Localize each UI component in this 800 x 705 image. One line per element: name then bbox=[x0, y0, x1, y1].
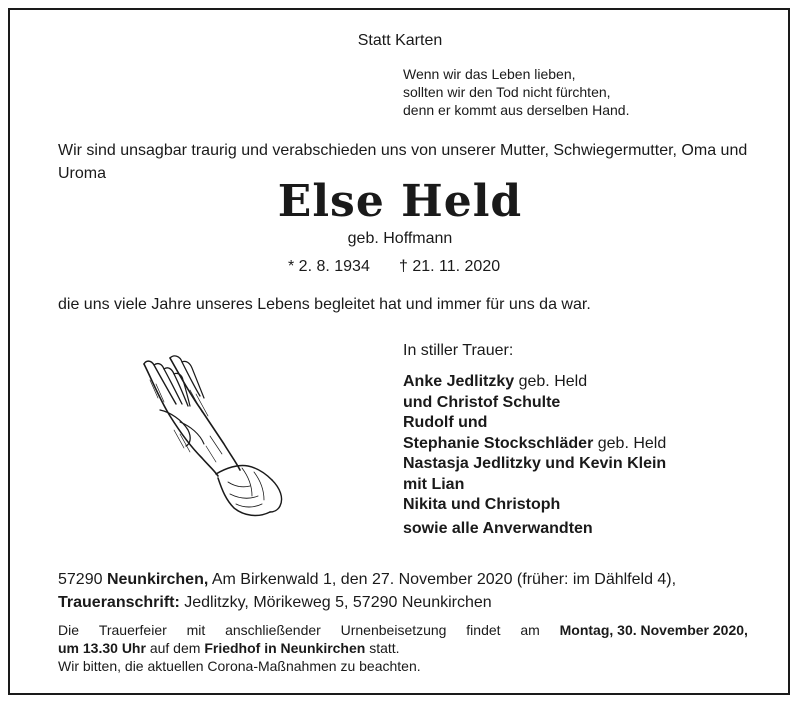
notice-line bbox=[58, 639, 748, 657]
born-name: geb. Hoffmann bbox=[347, 230, 453, 247]
mourner-row bbox=[403, 413, 666, 434]
mourner-note: geb. Held bbox=[514, 373, 588, 390]
notice-text: auf dem bbox=[145, 640, 205, 656]
ceremony-date: Montag, 30. November 2020, bbox=[559, 622, 748, 638]
ceremony-place: Friedhof in Neunkirchen bbox=[204, 640, 366, 656]
mourner-row bbox=[403, 434, 666, 455]
verse bbox=[403, 65, 629, 119]
death-date: † 21. 11. 2020 bbox=[399, 258, 501, 275]
notice-text: statt. bbox=[365, 640, 400, 656]
mourner-row bbox=[403, 475, 666, 496]
mourner-name: sowie alle Anverwandten bbox=[403, 519, 593, 537]
praying-hands-icon bbox=[130, 350, 290, 525]
address-line bbox=[58, 568, 676, 591]
notice-line: Wir bitten, die aktuellen Corona-Maßnahmen zu beachten. bbox=[58, 658, 421, 674]
verse-line: denn er kommt aus derselben Hand. bbox=[403, 102, 630, 118]
mourner-row bbox=[403, 495, 666, 516]
notice-word: Trauerfeier bbox=[98, 622, 167, 638]
ceremony-time: um 13.30 Uhr bbox=[58, 640, 146, 656]
notice-word: anschließender bbox=[225, 622, 321, 638]
mourner-name: Nastasja Jedlitzky und Kevin Klein bbox=[403, 455, 667, 472]
verse-line: sollten wir den Tod nicht fürchten, bbox=[403, 84, 611, 100]
mourner-row bbox=[403, 519, 666, 540]
town: Neunkirchen, bbox=[106, 571, 209, 588]
mourner-name: mit Lian bbox=[403, 475, 465, 493]
mourner-row bbox=[403, 393, 666, 414]
notice-word: findet bbox=[466, 622, 501, 638]
mourner-name: Nikita und Christoph bbox=[403, 496, 561, 513]
ceremony-notice bbox=[58, 621, 748, 675]
mourner-name: Stephanie Stockschläder bbox=[403, 434, 594, 452]
notice-line bbox=[58, 621, 748, 639]
birth-date: * 2. 8. 1934 bbox=[288, 258, 370, 275]
tribute-text: die uns viele Jahre unseres Lebens begleitet hat und immer für uns da war. bbox=[58, 296, 591, 313]
mourner-row bbox=[403, 372, 666, 393]
address-line bbox=[58, 591, 676, 614]
notice-word: Die bbox=[58, 622, 80, 638]
notice-word: am bbox=[520, 622, 540, 638]
deceased-name: Else Held bbox=[277, 176, 523, 227]
mourning-heading: In stiller Trauer: bbox=[403, 342, 514, 359]
mourner-row bbox=[403, 454, 666, 475]
postal-code: 57290 bbox=[58, 571, 107, 588]
mourner-note: geb. Held bbox=[593, 434, 667, 452]
mourning-address: Jedlitzky, Mörikeweg 5, 57290 Neunkirchen bbox=[179, 594, 492, 611]
mourning-address-label: Traueranschrift: bbox=[58, 594, 180, 611]
intro-text: Wir sind unsagbar traurig und verabschieden uns von unserer Mutter, Schwiegermutter, Oma und Uroma bbox=[58, 142, 748, 182]
address-detail: Am Birkenwald 1, den 27. November 2020 (früher: im Dählfeld 4), bbox=[208, 571, 677, 588]
mourner-name: und Christof Schulte bbox=[403, 393, 561, 411]
notice-word: Urnenbeisetzung bbox=[340, 622, 447, 638]
mourner-name: Rudolf und bbox=[403, 414, 488, 431]
verse-line: Wenn wir das Leben lieben, bbox=[403, 66, 576, 82]
address-block bbox=[58, 568, 676, 614]
mourner-name: Anke Jedlitzky bbox=[403, 373, 515, 390]
mourners-list bbox=[403, 372, 666, 539]
header-title: Statt Karten bbox=[357, 32, 443, 49]
notice-word: mit bbox=[186, 622, 206, 638]
